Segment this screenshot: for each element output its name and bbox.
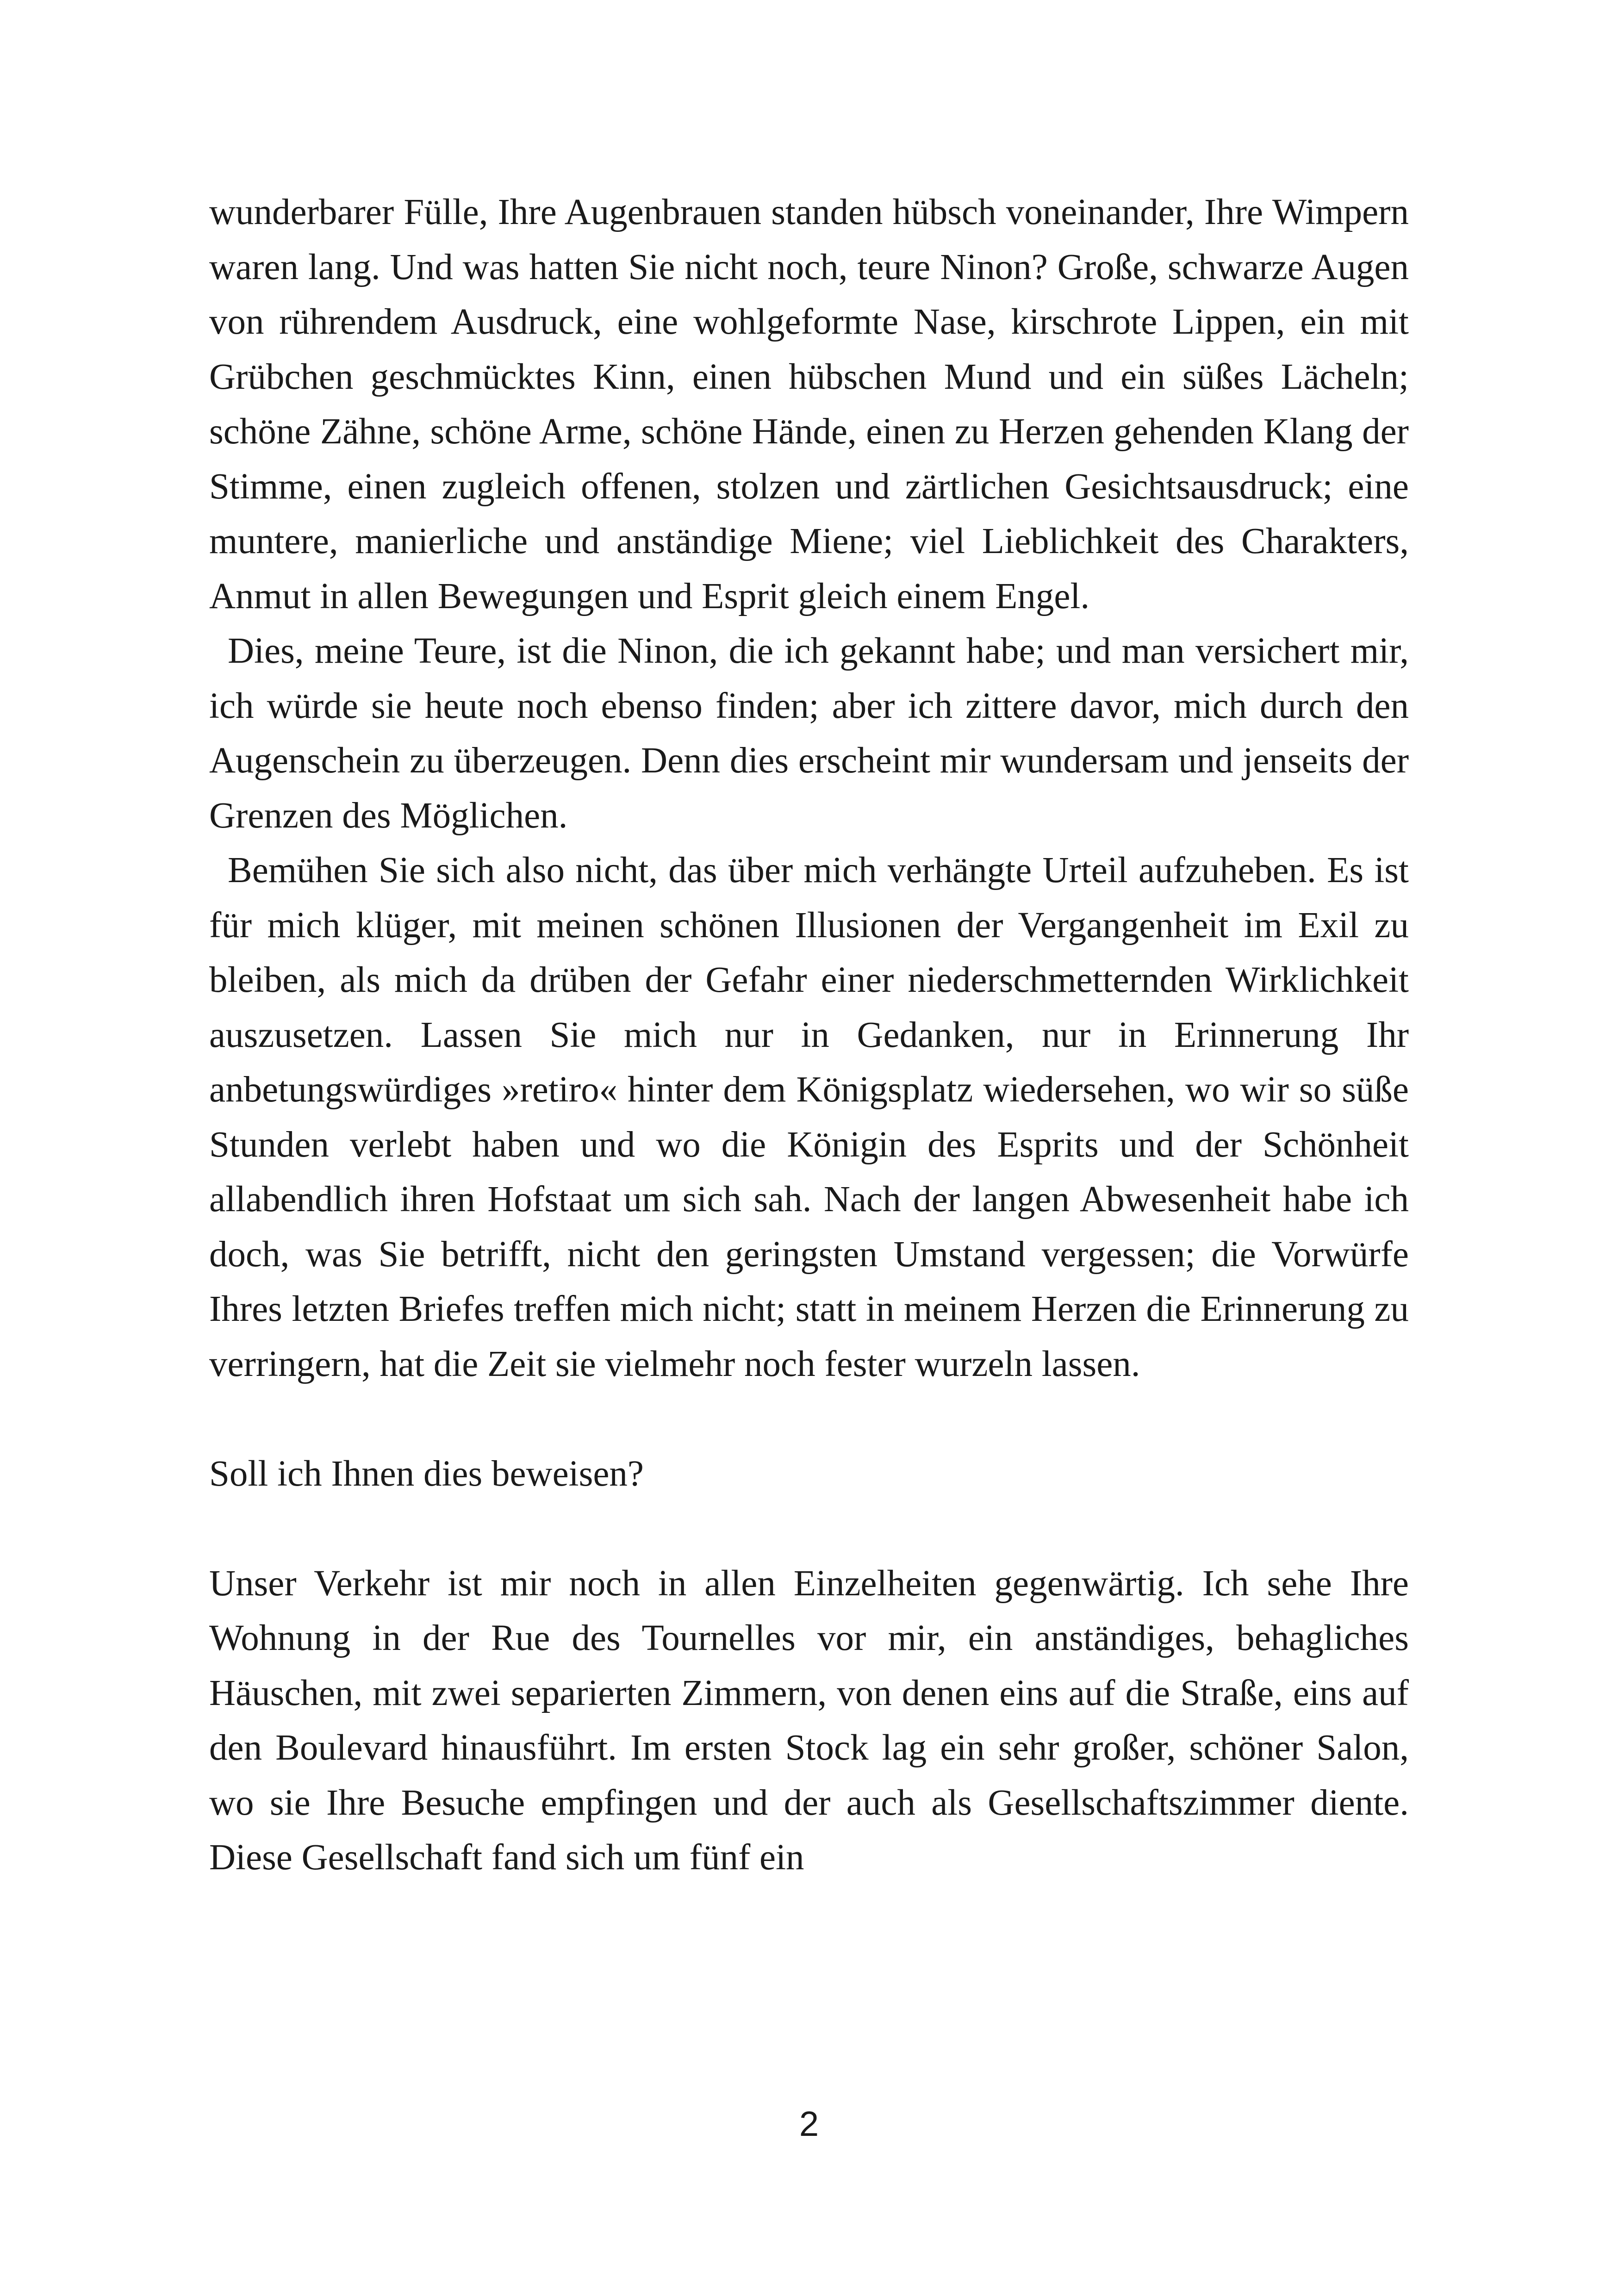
paragraph: Dies, meine Teure, ist die Ninon, die ich gekannt habe; und man versichert mir, ich würde sie heute noch ebenso finden; aber ich zittere davor, mich durch den Augenschein zu überzeugen. Denn dies erscheint mir wundersam und jenseits der Grenzen des Möglichen. [209, 631, 1409, 836]
page-number: 2 [799, 2104, 819, 2144]
paragraph: Bemühen Sie sich also nicht, das über mich verhängte Urteil aufzuheben. Es ist für mich klüger, mit meinen schönen Illusionen der Vergangenheit im Exil zu bleiben, als mich da drüben der Gefahr einer niederschmetternden Wirklichkeit auszusetzen. Lassen Sie mich nur in Gedanken, nur in Erinnerung Ihr anbetungswürdiges »retiro« hinter dem Königsplatz wiedersehen, wo wir so süße Stunden verlebt haben und wo die Königin des Esprits und der Schönheit allabendlich ihren Hofstaat um sich sah. Nach der langen Abwesenheit habe ich doch, was Sie betrifft, nicht den geringsten Umstand vergessen; die Vorwürfe Ihres letzten Briefes treffen mich nicht; statt in meinem Herzen die Erinnerung zu verringern, hat die Zeit sie vielmehr noch fester wurzeln lassen. [209, 850, 1409, 1384]
paragraph: Unser Verkehr ist mir noch in allen Einzelheiten gegenwärtig. Ich sehe Ihre Wohnung in der Rue des Tournelles vor mir, ein anständiges, behagliches Häuschen, mit zwei separierten Zimmern, von denen eins auf die Straße, eins auf den Boulevard hinausführt. Im ersten Stock lag ein sehr großer, schöner Salon, wo sie Ihre Besuche empfingen und der auch als Gesellschaftszimmer diente. Diese Gesellschaft fand sich um fünf ein [209, 1563, 1409, 1878]
body-text [209, 185, 1409, 1885]
paragraph-continuation: wunderbarer Fülle, Ihre Augenbrauen standen hübsch voneinander, Ihre Wimpern waren lang. Und was hatten Sie nicht noch, teure Ninon? Große, schwarze Augen von rührendem Ausdruck, eine wohlgeformte Nase, kirschrote Lippen, ein mit Grübchen geschmücktes Kinn, einen hübschen Mund und ein süßes Lächeln; schöne Zähne, schöne Arme, schöne Hände, einen zu Herzen gehenden Klang der Stimme, einen zugleich offenen, stolzen und zärtlichen Gesichtsausdruck; eine muntere, manierliche und anständige Miene; viel Lieblichkeit des Charakters, Anmut in allen Bewegungen und Esprit gleich einem Engel. [209, 192, 1409, 616]
paragraph-question: Soll ich Ihnen dies beweisen? [209, 1453, 644, 1494]
